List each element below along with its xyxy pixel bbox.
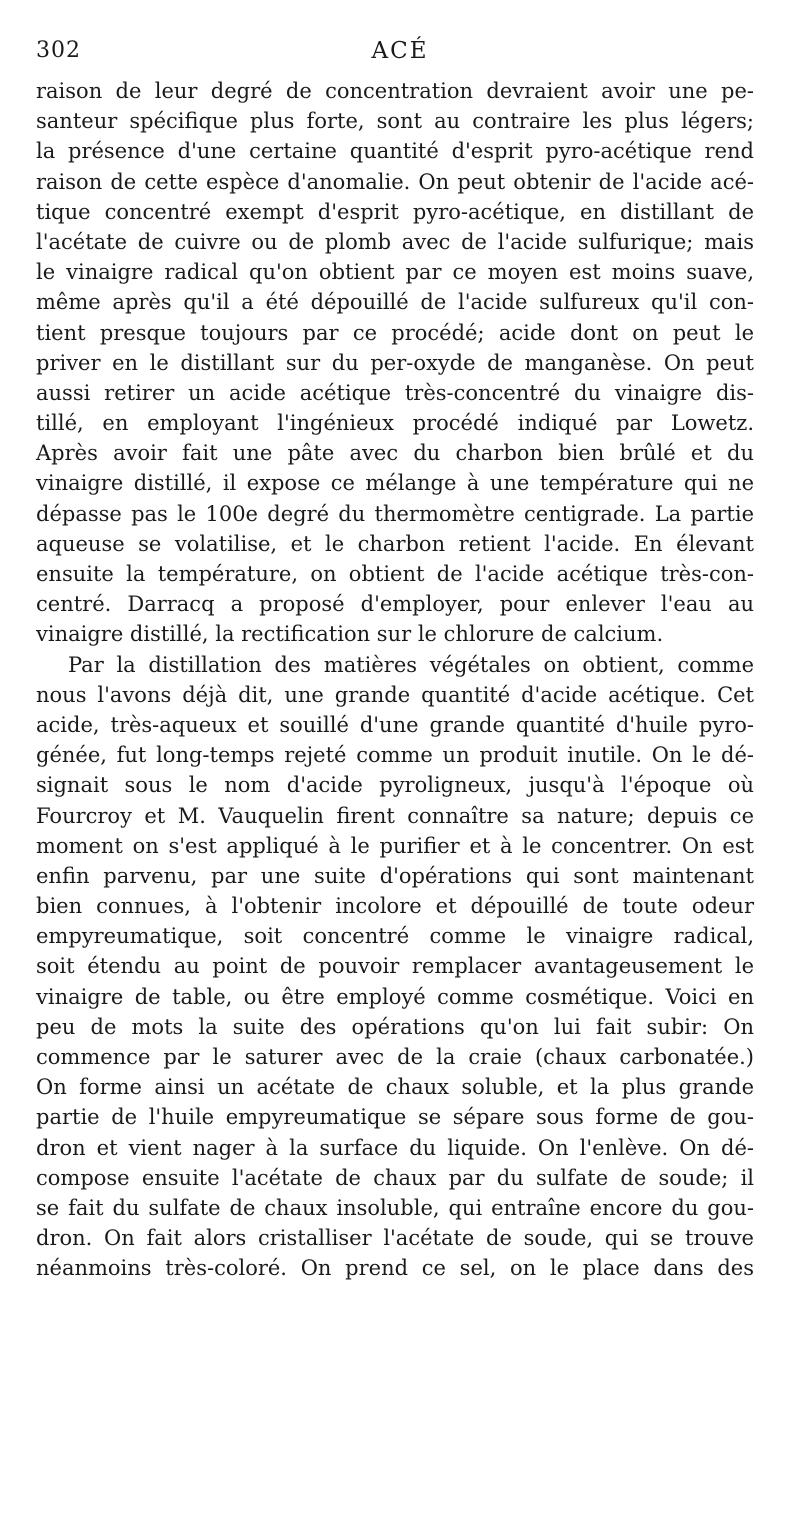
text-line: partie de l'huile empyreumatique se sépare sous forme de gou-: [36, 1105, 754, 1130]
running-head: ACÉ: [371, 38, 429, 64]
text-line: tique concentré exempt d'esprit pyro-acétique, en distillant de: [36, 199, 754, 224]
text-line: vinaigre distillé, la rectification sur le chlorure de calcium.: [36, 622, 664, 647]
text-line: aqueuse se volatilise, et le charbon retient l'acide. En élevant: [36, 531, 754, 556]
text-line: acide, très-aqueux et souillé d'une grande quantité d'huile pyro-: [36, 712, 754, 737]
page-header: [30, 38, 770, 72]
text-line: peu de mots la suite des opérations qu'on lui fait subir: On: [36, 1014, 754, 1039]
text-line: raison de cette espèce d'anomalie. On peut obtenir de l'acide acé-: [36, 169, 754, 194]
text-line: aussi retirer un acide acétique très-concentré du vinaigre dis-: [36, 380, 754, 405]
page-number: 302: [36, 38, 81, 63]
text-line: vinaigre distillé, il expose ce mélange à une température qui ne: [36, 471, 754, 496]
text-line: signait sous le nom d'acide pyroligneux, jusqu'à l'époque où: [36, 773, 754, 798]
text-line: dron. On fait alors cristalliser l'acétate de soude, qui se trouve: [36, 1226, 754, 1251]
text-line: compose ensuite l'acétate de chaux par du sulfate de soude; il: [36, 1165, 754, 1190]
text-line: centré. Darracq a proposé d'employer, pour enlever l'eau au: [36, 592, 754, 617]
text-line: vinaigre de table, ou être employé comme cosmétique. Voici en: [36, 984, 754, 1009]
text-line: se fait du sulfate de chaux insoluble, qui entraîne encore du gou-: [36, 1195, 754, 1220]
text-line: Après avoir fait une pâte avec du charbon bien brûlé et du: [36, 441, 754, 466]
text-line: la présence d'une certaine quantité d'esprit pyro-acétique rend: [36, 139, 754, 164]
body-text: [36, 76, 754, 1284]
text-line: soit étendu au point de pouvoir remplacer avantageusement le: [36, 954, 754, 979]
text-line: santeur spécifique plus forte, sont au contraire les plus légers;: [36, 109, 754, 134]
text-line: raison de leur degré de concentration devraient avoir une pe-: [36, 79, 754, 103]
text-line: tillé, en employant l'ingénieux procédé indiqué par Lowetz.: [36, 411, 754, 436]
paragraph-2: [36, 650, 754, 1284]
text-line: génée, fut long-temps rejeté comme un produit inutile. On le dé-: [36, 743, 754, 768]
text-line: commence par le saturer avec de la craie (chaux carbonatée.): [36, 1045, 754, 1069]
text-line: dépasse pas le 100e degré du thermomètre centigrade. La partie: [36, 501, 754, 526]
text-line: ensuite la température, on obtient de l'acide acétique très-con-: [36, 562, 754, 586]
paragraph-1: [36, 76, 754, 650]
text-line: priver en le distillant sur du per-oxyde de manganèse. On peut: [36, 350, 754, 375]
text-line: néanmoins très-coloré. On prend ce sel, on le place dans des: [36, 1256, 754, 1281]
text-line: bien connues, à l'obtenir incolore et dépouillé de toute odeur: [36, 894, 754, 919]
text-line: Par la distillation des matières végétales on obtient, comme: [68, 652, 754, 677]
text-line: tient presque toujours par ce procédé; acide dont on peut le: [36, 320, 754, 345]
text-line: On forme ainsi un acétate de chaux soluble, et la plus grande: [36, 1075, 754, 1100]
text-line: moment on s'est appliqué à le purifier et à le concentrer. On est: [36, 833, 754, 858]
text-line: enfin parvenu, par une suite d'opérations qui sont maintenant: [36, 863, 754, 888]
text-line: empyreumatique, soit concentré comme le vinaigre radical,: [36, 924, 754, 949]
text-line: Fourcroy et M. Vauquelin firent connaître sa nature; depuis ce: [36, 803, 754, 828]
text-line: dron et vient nager à la surface du liquide. On l'enlève. On dé-: [36, 1135, 754, 1160]
text-line: l'acétate de cuivre ou de plomb avec de l'acide sulfurique; mais: [36, 229, 754, 254]
text-line: nous l'avons déjà dit, une grande quantité d'acide acétique. Cet: [36, 682, 754, 707]
text-line: même après qu'il a été dépouillé de l'acide sulfureux qu'il con-: [36, 290, 754, 315]
text-line: le vinaigre radical qu'on obtient par ce moyen est moins suave,: [36, 260, 754, 285]
